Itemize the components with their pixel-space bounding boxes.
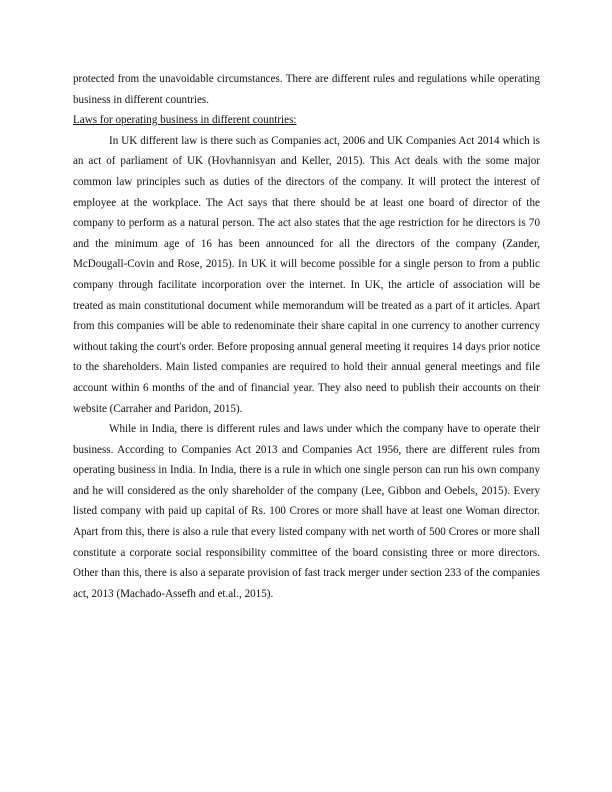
- section-heading: Laws for operating business in different countries:: [73, 114, 297, 127]
- intro-paragraph: protected from the unavoidable circumstances. There are different rules and regulations while operating business in different countries.: [73, 73, 540, 106]
- document-body: [73, 69, 540, 604]
- india-law-paragraph: While in India, there is different rules and laws under which the company have to operate their business. According to Companies Act 2013 and Companies Act 1956, there are different rules from operating business in India. In India, there is a rule in which one single person can run his own company and he will considered as the only shareholder of the company (Lee, Gibbon and Oebels, 2015). Every listed company with paid up capital of Rs. 100 Crores or more shall have at least one Woman director. Apart from this, there is also a rule that every listed company with net worth of 500 Crores or more shall constitute a corporate social responsibility committee of the board consisting three or more directors. Other than this, there is also a separate provision of fast track merger under section 233 of the companies act, 2013 (Machado-Assefh and et.al., 2015).: [73, 423, 540, 600]
- uk-law-paragraph: In UK different law is there such as Companies act, 2006 and UK Companies Act 2014 which is an act of parliament of UK (Hovhannisyan and Keller, 2015). This Act deals with the some major common law principles such as duties of the directors of the company. It will protect the interest of employee at the workplace. The Act says that there should be at least one board of director of the company to perform as a natural person. The act also states that the age restriction for he directors is 70 and the minimum age of 16 has been announced for all the directors of the company (Zander, McDougall-Covin and Rose, 2015). In UK it will become possible for a single person to from a public company through facilitate incorporation over the internet. In UK, the article of association will be treated as main constitutional document while memorandum will be treated as a part of it articles. Apart from this companies will be able to redenominate their share capital in one currency to another currency without taking the court's order. Before proposing annual general meeting it requires 14 days prior notice to the shareholders. Main listed companies are required to hold their annual general meetings and file account within 6 months of the and of financial year. They also need to publish their accounts on their website (Carraher and Paridon, 2015).: [73, 134, 540, 415]
